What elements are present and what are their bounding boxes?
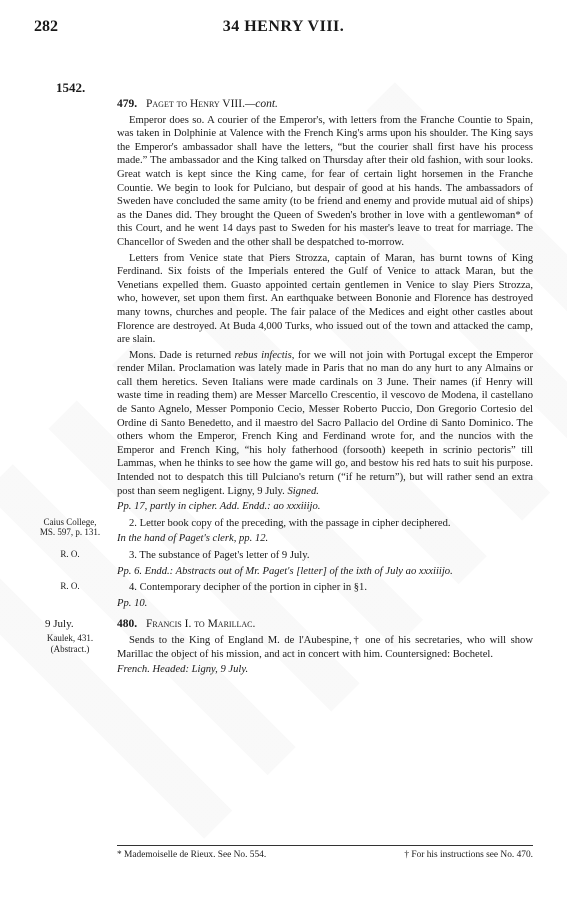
doc-480-note: French. Headed: Ligny, 9 July. (117, 664, 249, 676)
doc-479-number: 479. (117, 98, 138, 110)
doc-479-cont: —cont. (244, 98, 278, 110)
doc-480-title: Francis I. to Marillac. (146, 618, 256, 631)
footnote-2: † For his instructions see No. 470. (404, 850, 533, 860)
doc-480-number: 480. (117, 618, 138, 631)
entry-3-text: 3. The substance of Paget's letter of 9 July. (129, 550, 310, 561)
doc-479-title: Paget to Henry VIII. (146, 98, 245, 110)
entry-3 (60, 549, 533, 578)
entry-4-note: Pp. 10. (117, 597, 148, 609)
doc-479-paragraph-1: Emperor does so. A courier of the Emperor's, with letters from the Franche Countie to Spain, was taken in Dolphinie at Valence with the French King's arms upon his shoulder. The King says the Emperor's ambassador shall have the letters, “but the courier shall first have his process made.” The ambassador and the King talked on Thursday after their old fashion, with sour looks. Great watch is kept since the King came, for fear of certain light horsemen in the Franche Countie. We begin to look for Pulciano, but despair of good at his hands. The ambassadors of Sweden have concluded the same amity (to be friend and enemy and provide mutual aid of ships) as the Danes did. They brought the Queen of Sweden's brother in love with a gentlewoman* of this Court, and he went 14 days past to Sweden for his master's leave to treat for marriage. The Chancellor of Sweden and the other shall be despatched to-morrow. (117, 114, 533, 248)
doc-479-heading (117, 98, 533, 112)
page-number: 282 (34, 18, 58, 35)
doc-480-date: 9 July. (45, 618, 74, 631)
page-header (0, 18, 567, 42)
entry-3-margin: R. O. (60, 549, 80, 559)
footnote-1: * Mademoiselle de Rieux. See No. 554. (117, 850, 267, 860)
doc-480-text: Sends to the King of England M. de l'Aubespine,† one of his secretaries, who will show Marillac the object of his mission, and act in concert with him. Countersigned: Bochetel. (117, 634, 533, 660)
doc-479-p3-latin: rebus infectis (234, 349, 292, 361)
entry-4-margin: R. O. (60, 581, 80, 592)
doc-479-p3-after: , for we will not join with Portugal except the Emperor render Milan. Proclamation was lately made in Paris that no man do any hurt to any Almains or call them heretics. Seven Italians were made cardinals on 3 June. Their names (if Henry will waste time in reading them) are Messer Marcello Crescentio, il vescovo de Modena, il castellano de Santo Agnelo, Messer Pomponio Cecio, Messer Roberto Puccio, Don Gregorio Cortesio del Ordine di Santo Benedetto, and il maestro del Sacro Pallacio del Ordine di Santo Dominico. The others whom the Emperor, French King and Ferdinand wrote for, and the nuncios with the Emperor and French King, “his holy fatherhood (forsooth) keepeth in scrinio pectoris” till Lammas, when he thinks to see how the game will go, and bestow his red hats to suit his purpose. Intended not to despatch this till Pulciano's return (“if he return”), but will rather send an extra post than seem negligent. Ligny, 9 July. (117, 349, 533, 497)
doc-479-p3-before: Mons. Dade is returned (129, 349, 235, 361)
running-head: 34 HENRY VIII. (222, 18, 345, 35)
year-label: 1542. (56, 80, 86, 95)
entry-2-text: 2. Letter book copy of the preceding, with the passage in cipher deciphered. (129, 517, 451, 529)
doc-480-heading (117, 618, 533, 632)
entry-4 (60, 581, 533, 610)
footnote-rule (117, 845, 533, 846)
entry-4-text: 4. Contemporary decipher of the portion in cipher in §1. (129, 582, 368, 594)
document-body (39, 98, 533, 677)
doc-480-margin: Kaulek, 431. (Abstract.) (46, 633, 94, 654)
entry-2-note: In the hand of Paget's clerk, pp. 12. (117, 533, 269, 545)
entry-3-note: Pp. 6. Endd.: Abstracts out of Mr. Paget's [letter] of the ixth of July ao xxxiiijo. (117, 565, 453, 577)
entry-2-margin: Caius College, MS. 597, p. 131. (39, 516, 101, 538)
footnotes (117, 850, 533, 860)
doc-480 (45, 618, 533, 676)
doc-479-note: Pp. 17, partly in cipher. Add. Endd.: ao xxxiiijo. (117, 501, 321, 513)
doc-479-paragraph-2: Letters from Venice state that Piers Strozza, captain of Maran, has burnt towns of King Ferdinand. Six foists of the Imperials entered the Gulf of Venice to attack Maran, but the Venetians expelled them. Guasto appointed certain gentlemen in Venice to slay Piers Strozza, who, however, set upon them first. An earthquake between Bononie and Florence has destroyed many towns, churches and people. The fair palace of the Medices and eight other castles about Florence are destroyed. At Buda 4,000 Turks, who issued out of the town and attacked the camp, are slain. (117, 252, 533, 346)
doc-479-paragraph-3 (117, 349, 533, 499)
entry-2 (39, 516, 533, 546)
doc-479-signed: Signed. (287, 485, 319, 497)
